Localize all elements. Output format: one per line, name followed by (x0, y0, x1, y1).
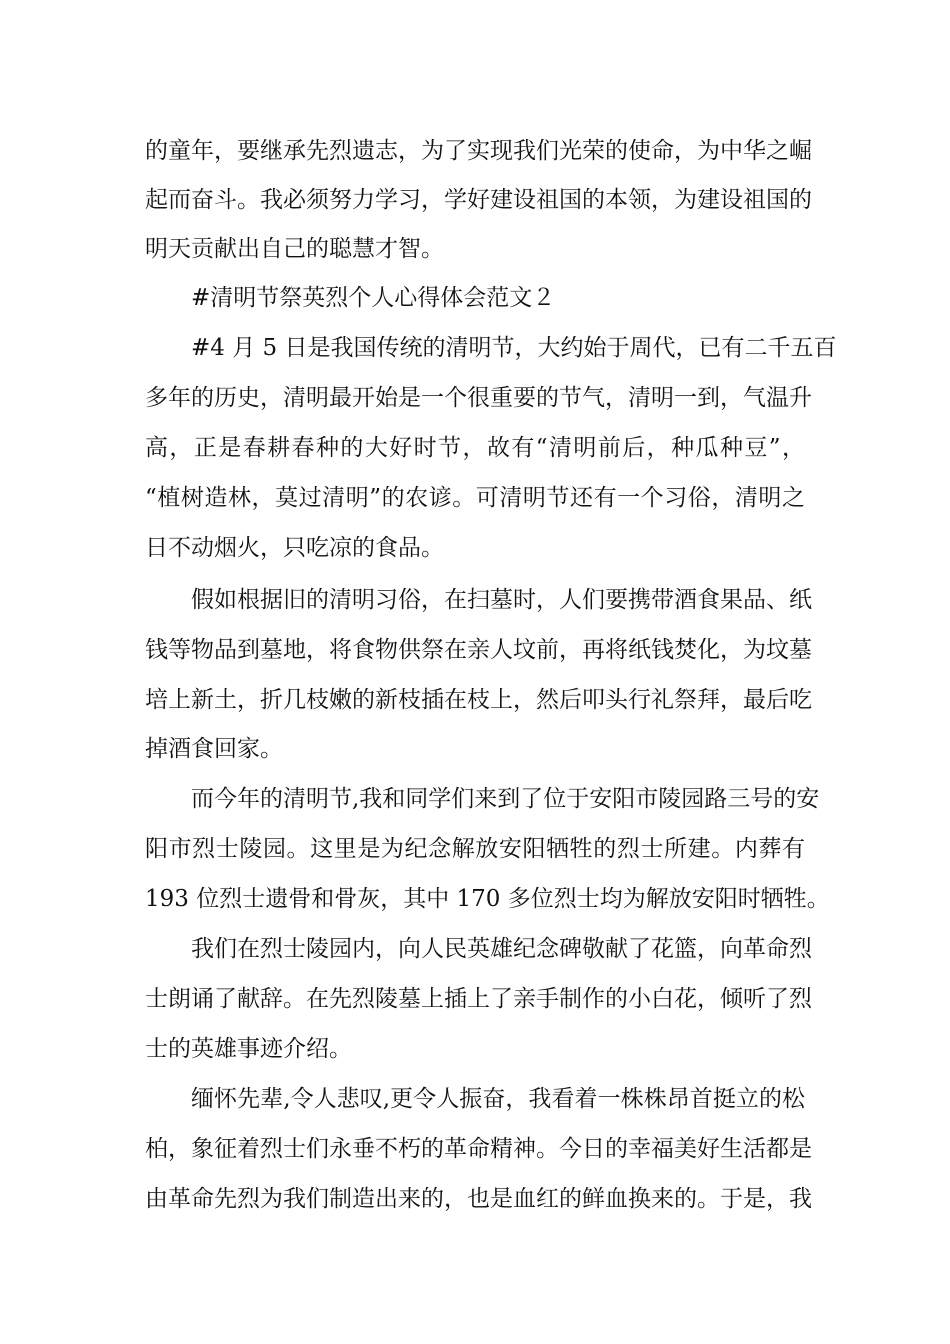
text-line: 193 位烈士遗骨和骨灰，其中 170 多位烈士均为解放安阳时牺牲。 (145, 886, 830, 912)
text-line: 士朗诵了献辞。在先烈陵墓上插上了亲手制作的小白花，倾听了烈 (145, 986, 812, 1012)
text-line: 明天贡献出自己的聪慧才智。 (145, 236, 444, 262)
text-line: 而今年的清明节,我和同学们来到了位于安阳市陵园路三号的安 (191, 786, 820, 812)
text-line: 由革命先烈为我们制造出来的，也是血红的鲜血换来的。于是，我 (145, 1186, 812, 1212)
text-line: 我们在烈士陵园内，向人民英雄纪念碑敬献了花篮，向革命烈 (191, 936, 812, 962)
text-line: 阳市烈士陵园。这里是为纪念解放安阳牺牲的烈士所建。内葬有 (145, 836, 805, 862)
text-line: 培上新土，折几枝嫩的新枝插在枝上，然后叩头行礼祭拜，最后吃 (145, 687, 812, 713)
text-line: 起而奋斗。我必须努力学习，学好建设祖国的本领，为建设祖国的 (145, 187, 812, 213)
section-heading: #清明节祭英烈个人心得体会范文２ (191, 285, 556, 311)
text-line: 多年的历史，清明最开始是一个很重要的节气，清明一到，气温升 (145, 385, 812, 411)
text-line: 的童年，要继承先烈遗志，为了实现我们光荣的使命，为中华之崛 (145, 138, 812, 164)
text-line: 假如根据旧的清明习俗，在扫墓时，人们要携带酒食果品、纸 (191, 587, 812, 613)
text-line: 钱等物品到墓地，将食物供祭在亲人坟前，再将纸钱焚化，为坟墓 (145, 637, 812, 663)
text-line: 高，正是春耕春种的大好时节，故有“清明前后，种瓜种豆”， (145, 435, 805, 461)
text-line: 日不动烟火，只吃凉的食品。 (145, 535, 444, 561)
text-line: 缅怀先辈,令人悲叹,更令人振奋，我看着一株株昂首挺立的松 (191, 1086, 805, 1112)
text-line: “植树造林，莫过清明”的农谚。可清明节还有一个习俗，清明之 (145, 485, 805, 511)
text-line: #4 月 5 日是我国传统的清明节，大约始于周代，已有二千五百 (191, 335, 837, 361)
text-line: 掉酒食回家。 (145, 736, 283, 762)
text-line: 柏，象征着烈士们永垂不朽的革命精神。今日的幸福美好生活都是 (145, 1136, 812, 1162)
text-line: 士的英雄事迹介绍。 (145, 1036, 352, 1062)
